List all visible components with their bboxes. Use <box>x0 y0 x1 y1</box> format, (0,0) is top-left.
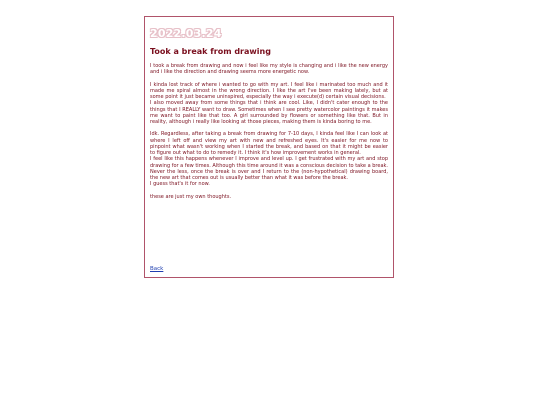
post-paragraph-3: Idk. Regardless, after taking a break from drawing for 7-10 days, I kinda feel like I can look at where I left off and view my art with new and refreshed eyes. It's easier for me now to pinpoint what wasn't working when I started the break, and based on that it might be easier to figure out what to do to remedy it. I think it's how improvement works in general. I feel like this happens whenever I improve and level up. I get frustrated with my art and stop drawing for a few times. Although this time around it was a conscious decision to take a break. Never the less, once the break is over and I return to the (non-hypothetical) drawing board, the new art that comes out is usually better than what it was before the break. I guess that's it for now. <box>150 131 388 188</box>
post-title: Took a break from drawing <box>150 47 271 56</box>
post-paragraph-4: these are just my own thoughts. <box>150 193 232 200</box>
back-link[interactable]: Back <box>150 266 164 272</box>
post-paragraph-1: I took a break from drawing and now i feel like my style is changing and i like the new energy and i like the direction and drawing seems more energetic now. <box>150 63 388 76</box>
post-paragraph-2: I kinda lost track of where i wanted to go with my art. I feel like i marinated too much and it made me spiral almost in the wrong direction. I like the art I've been making lately, but at some point it just became uninspired, especially the way i execute(d) certain visual decisions. I also moved away from some things that i think are cool. Like, I didn't cater enough to the things that I REALLY want to draw. Sometimes when I see pretty watercolor paintings it makes me want to paint like that too. A girl surrounded by flowers or something like that. But in reality, although i really like looking at those pieces, making them is kinda boring to me. <box>150 81 388 125</box>
blog-post-card <box>144 16 394 278</box>
post-date: 2022.03.24 <box>150 27 222 40</box>
